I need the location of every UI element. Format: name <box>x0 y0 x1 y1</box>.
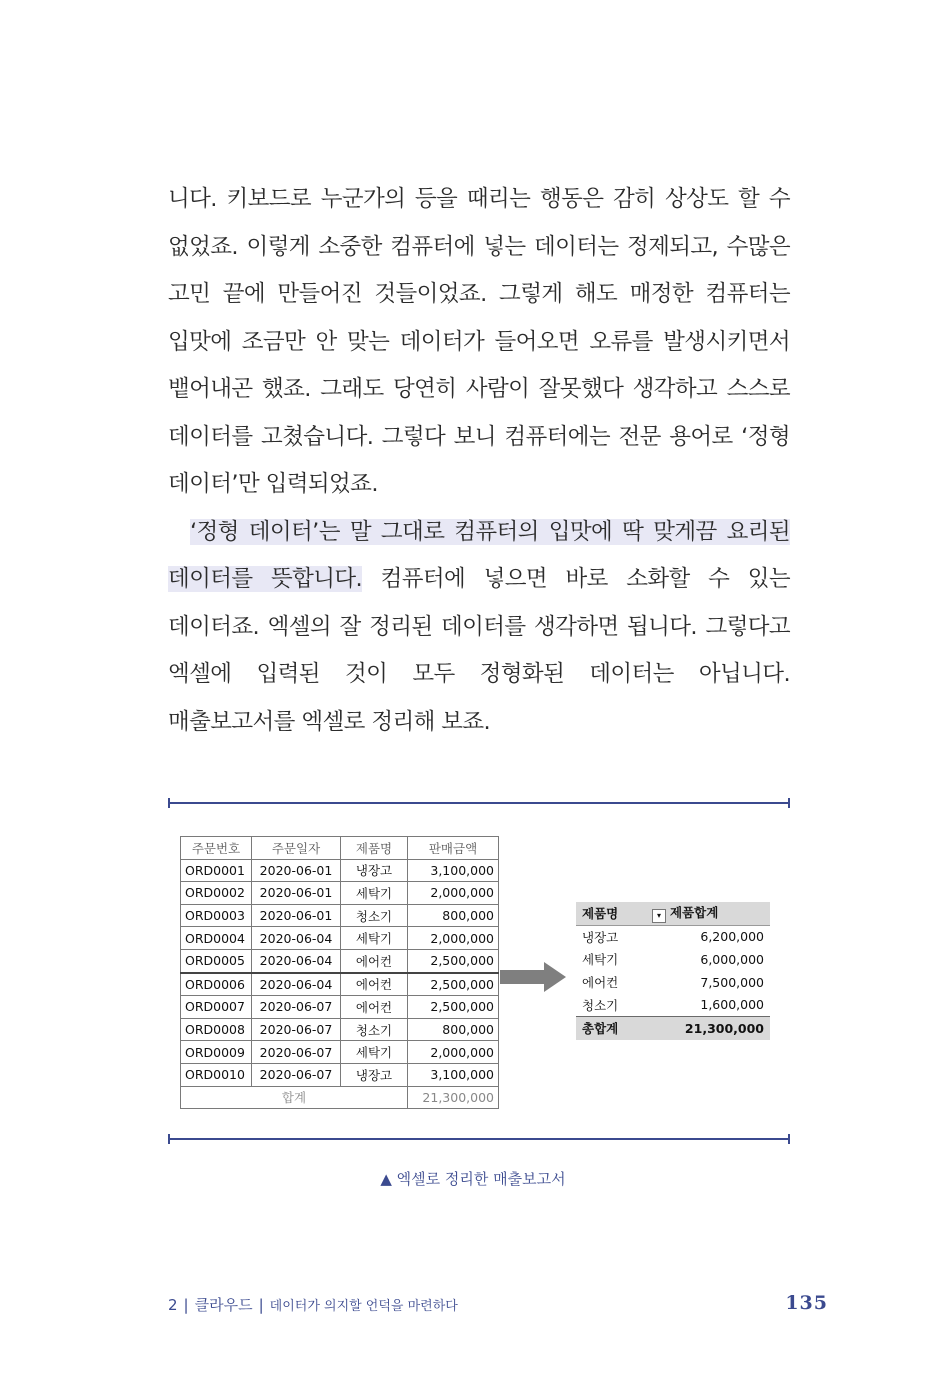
pivot-cell: 냉장고 <box>576 925 646 948</box>
table-cell: 3,100,000 <box>408 859 499 882</box>
pivot-cell: 세탁기 <box>576 948 646 971</box>
pivot-row <box>576 948 770 971</box>
table-cell: 2020-06-01 <box>252 859 341 882</box>
figure-top-rule <box>168 802 790 804</box>
table-cell: 2020-06-07 <box>252 1041 341 1064</box>
pivot-header-row <box>576 902 770 925</box>
table-cell: 2020-06-04 <box>252 973 341 996</box>
table-cell: 냉장고 <box>341 859 408 882</box>
footer-separator: | <box>183 1296 189 1314</box>
table-cell: ORD0002 <box>181 882 252 905</box>
footer-separator: | <box>258 1296 264 1314</box>
table-cell: 3,100,000 <box>408 1063 499 1086</box>
paragraph-1: 니다. 키보드로 누군가의 등을 때리는 행동은 감히 상상도 할 수 없었죠. 이렇게 소중한 컴퓨터에 넣는 데이터는 정제되고, 수많은 고민 끝에 만들어진 것들이었죠. 그렇게 해도 매정한 컴퓨터는 입맛에 조금만 안 맞는 데이터가 들어오면 오류를 발생시키면서 뱉어내곤 했죠. 그래도 당연히 사람이 잘못했다 생각하고 스스로 데이터를 고쳤습니다. 그렇다 보니 컴퓨터에는 전문 용어로 ‘정형 데이터’만 입력되었죠. <box>168 186 790 497</box>
header-product: 제품명 <box>341 837 408 860</box>
pivot-cell: 7,500,000 <box>646 971 770 994</box>
table-cell: 세탁기 <box>341 882 408 905</box>
table-cell: 세탁기 <box>341 927 408 950</box>
table-cell: ORD0003 <box>181 904 252 927</box>
table-cell: ORD0010 <box>181 1063 252 1086</box>
table-cell: 세탁기 <box>341 1041 408 1064</box>
table-row <box>181 882 499 905</box>
table-row <box>181 904 499 927</box>
footer-running-head <box>168 1294 458 1315</box>
table-cell: 2,000,000 <box>408 882 499 905</box>
table-cell: ORD0001 <box>181 859 252 882</box>
pivot-total-row <box>576 1016 770 1039</box>
header-amount: 판매금액 <box>408 837 499 860</box>
table-cell: 2020-06-07 <box>252 1018 341 1041</box>
table-cell: 800,000 <box>408 904 499 927</box>
table-cell: 2020-06-07 <box>252 1063 341 1086</box>
table-row <box>181 949 499 972</box>
pivot-row <box>576 925 770 948</box>
orders-header-row <box>181 837 499 860</box>
table-row <box>181 859 499 882</box>
figure-bottom-rule <box>168 1138 790 1140</box>
table-cell: 2020-06-07 <box>252 996 341 1019</box>
paragraph-2 <box>168 509 790 747</box>
table-cell: 2020-06-01 <box>252 904 341 927</box>
orders-table <box>180 836 499 1109</box>
highlighted-sentence: ‘정형 데이터’는 말 그대로 컴퓨터의 입맛에 딱 맞게끔 요리된 데이터를 뜻합니다. <box>168 518 790 592</box>
pivot-total-label: 총합계 <box>576 1016 646 1039</box>
table-cell: 2,500,000 <box>408 949 499 972</box>
table-row <box>181 1041 499 1064</box>
header-order-no: 주문번호 <box>181 837 252 860</box>
table-cell: ORD0004 <box>181 927 252 950</box>
pivot-total-value: 21,300,000 <box>646 1016 770 1039</box>
total-row <box>181 1086 499 1109</box>
table-cell: ORD0005 <box>181 949 252 972</box>
pivot-header-product: 제품명 <box>576 902 646 925</box>
table-cell: 에어컨 <box>341 949 408 972</box>
table-cell: 에어컨 <box>341 996 408 1019</box>
table-cell: 청소기 <box>341 1018 408 1041</box>
table-cell: 냉장고 <box>341 1063 408 1086</box>
table-cell: ORD0008 <box>181 1018 252 1041</box>
paragraph-2-rest: 컴퓨터에 넣으면 바로 소화할 수 있는 데이터죠. 엑셀의 잘 정리된 데이터를 생각하면 됩니다. 그렇다고 엑셀에 입력된 것이 모두 정형화된 데이터는 아닙니다. 매출보고서를 엑셀로 정리해 보죠. <box>168 566 790 735</box>
table-cell: 2,500,000 <box>408 973 499 996</box>
table-cell: ORD0006 <box>181 973 252 996</box>
footer-chapter: 2 <box>168 1296 178 1314</box>
pivot-row <box>576 993 770 1016</box>
table-cell: 청소기 <box>341 904 408 927</box>
total-value: 21,300,000 <box>408 1086 499 1109</box>
table-cell: 2020-06-04 <box>252 927 341 950</box>
pivot-cell: 청소기 <box>576 993 646 1016</box>
body-text <box>168 176 790 746</box>
table-cell: 2020-06-04 <box>252 949 341 972</box>
header-order-date: 주문일자 <box>252 837 341 860</box>
pivot-row <box>576 971 770 994</box>
footer-subtitle: 데이터가 의지할 언덕을 마련하다 <box>269 1299 458 1314</box>
pivot-cell: 1,600,000 <box>646 993 770 1016</box>
table-cell: ORD0009 <box>181 1041 252 1064</box>
right-arrow-icon <box>500 962 566 992</box>
page-number: 135 <box>785 1292 828 1314</box>
table-row <box>181 1018 499 1041</box>
table-row <box>181 1063 499 1086</box>
pivot-cell: 에어컨 <box>576 971 646 994</box>
table-cell: 2,000,000 <box>408 1041 499 1064</box>
footer-book: 클라우드 <box>194 1296 253 1314</box>
pivot-header-sum-label: 제품합계 <box>670 905 719 921</box>
total-label: 합계 <box>181 1086 408 1109</box>
pivot-cell: 6,200,000 <box>646 925 770 948</box>
pivot-cell: 6,000,000 <box>646 948 770 971</box>
table-cell: 2,000,000 <box>408 927 499 950</box>
table-row <box>181 973 499 996</box>
table-cell: 2020-06-01 <box>252 882 341 905</box>
pivot-table <box>576 902 770 1040</box>
dropdown-filter-icon[interactable]: ▾ <box>652 909 666 923</box>
figure-caption: ▲ 엑셀로 정리한 매출보고서 <box>380 1170 566 1188</box>
table-cell: 2,500,000 <box>408 996 499 1019</box>
pivot-header-sum <box>646 902 770 925</box>
table-cell: 800,000 <box>408 1018 499 1041</box>
table-cell: 에어컨 <box>341 973 408 996</box>
table-cell: ORD0007 <box>181 996 252 1019</box>
table-row <box>181 996 499 1019</box>
table-row <box>181 927 499 950</box>
